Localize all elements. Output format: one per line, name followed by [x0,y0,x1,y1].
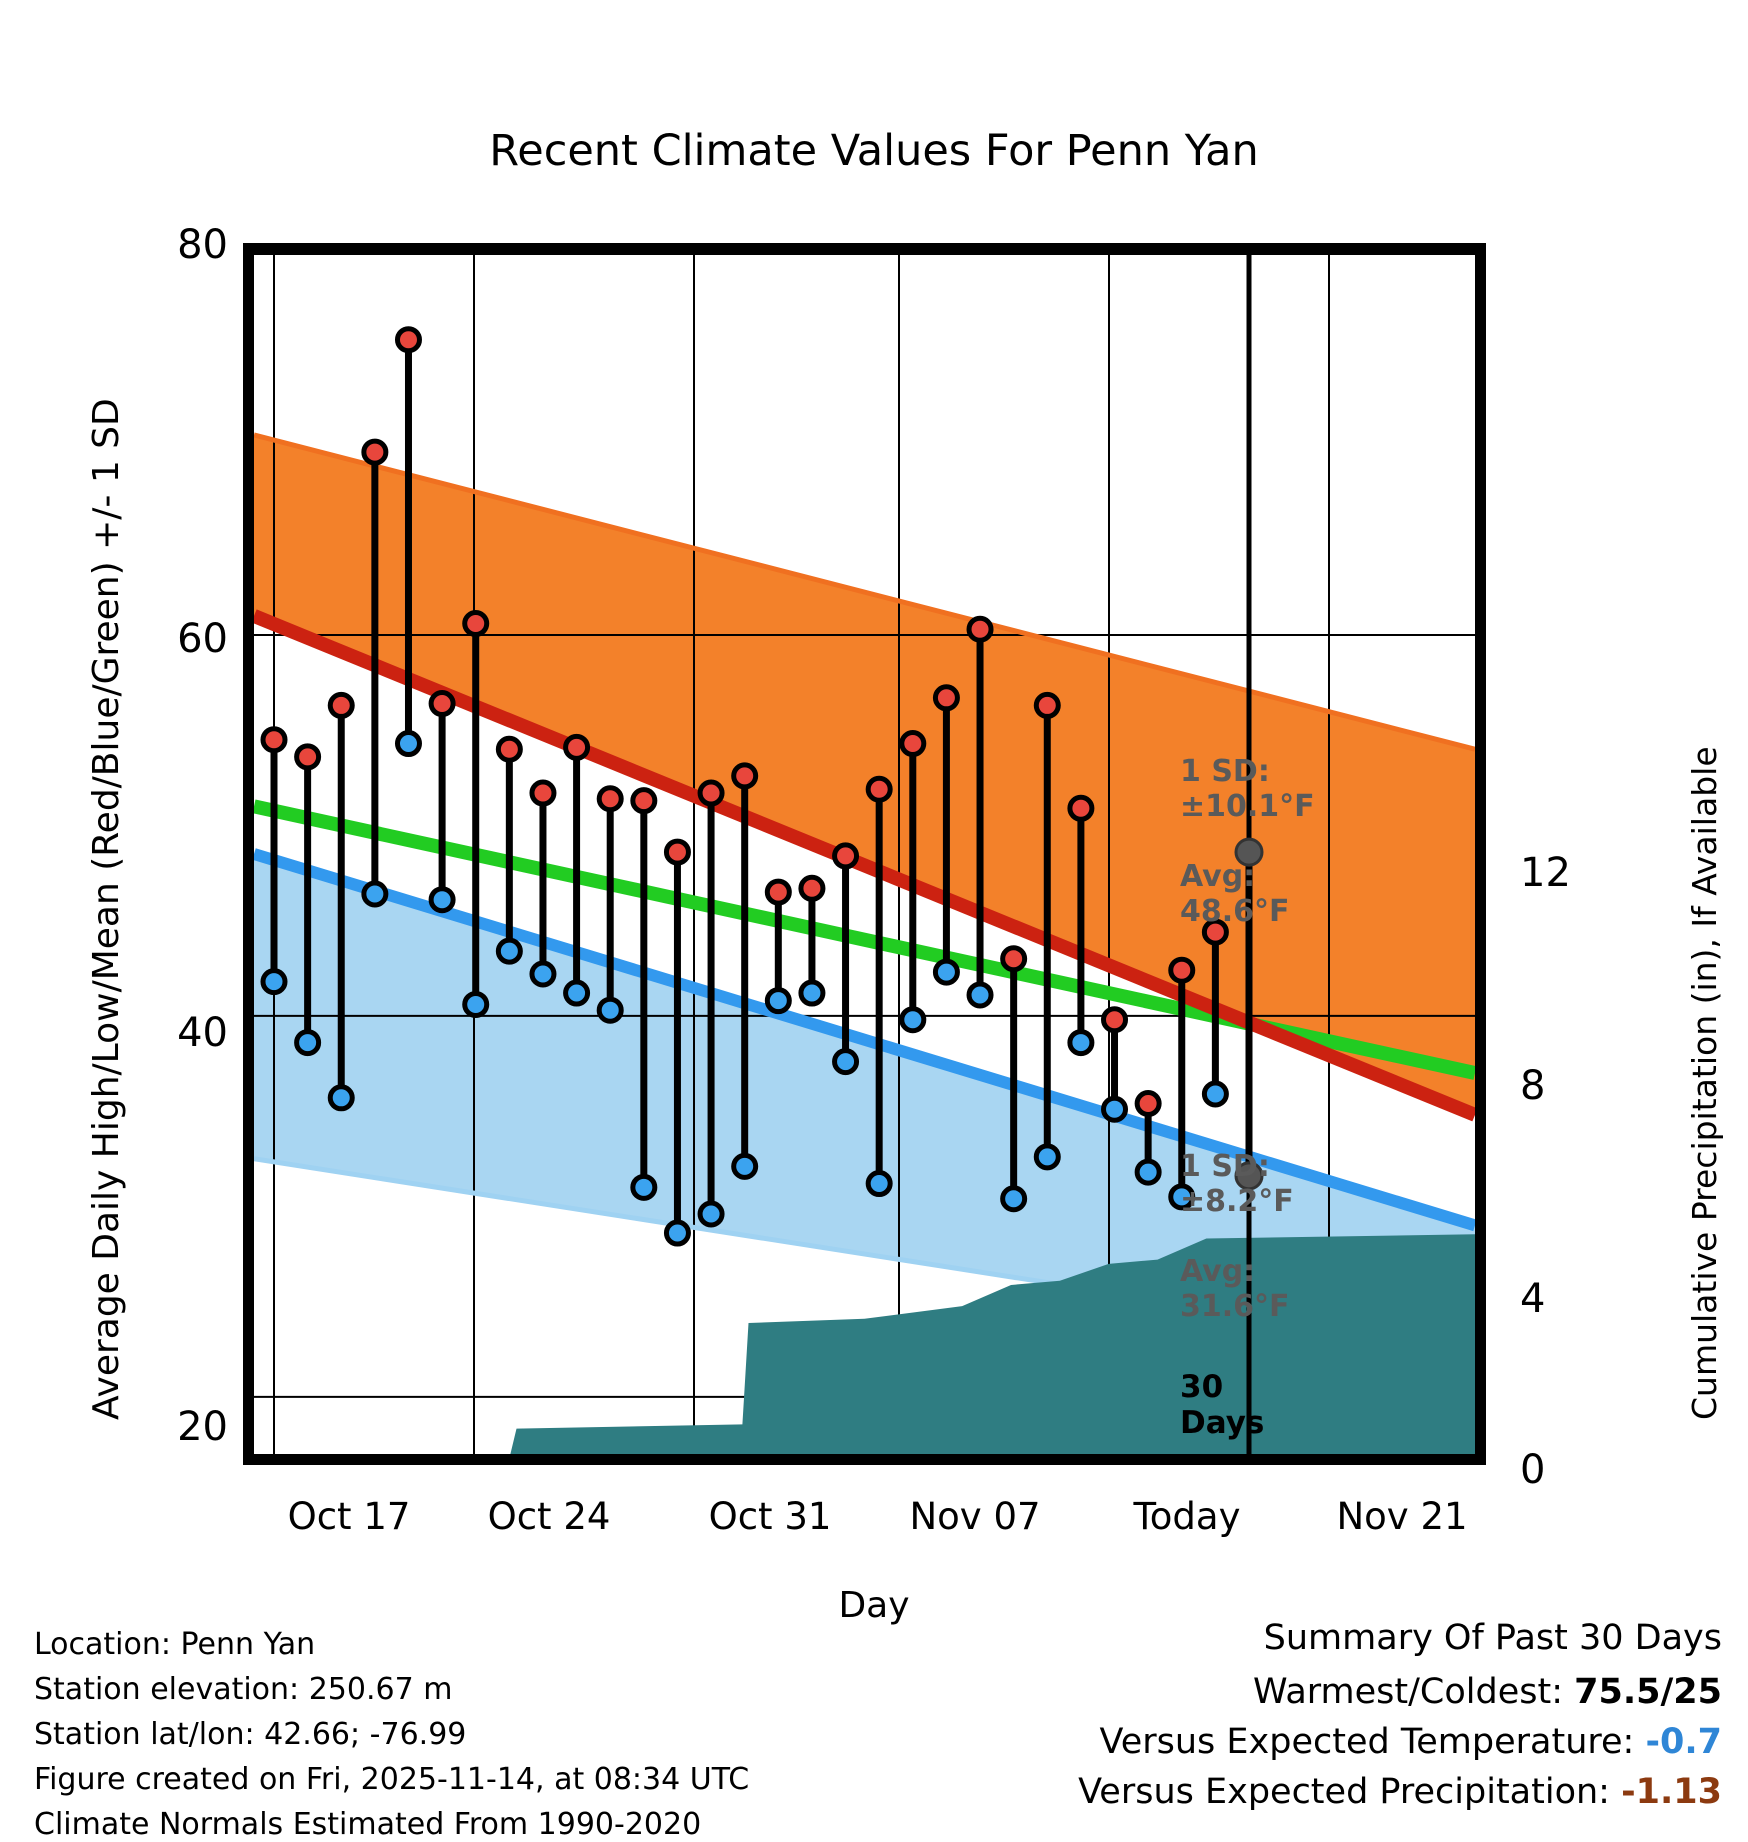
footer-elevation: Station elevation: 250.67 m [34,1672,453,1707]
obs-high-marker [1171,959,1193,981]
ytick-right-4: 4 [1520,1276,1546,1322]
footer-latlon: Station lat/lon: 42.66; -76.99 [34,1717,467,1752]
obs-high-marker [969,618,991,640]
obs-low-marker [532,963,554,985]
obs-low-marker [431,889,453,911]
ytick-right-12: 12 [1520,850,1571,896]
obs-high-marker [633,790,655,812]
obs-low-marker [599,999,621,1021]
obs-low-marker [666,1222,688,1244]
obs-high-marker [566,736,588,758]
obs-high-marker [532,782,554,804]
obs-high-marker [1036,694,1058,716]
obs-low-marker [465,993,487,1015]
xtick-nov-21: Nov 21 [1336,1495,1468,1538]
summary-row-temperature [1099,1722,1722,1762]
obs-low-marker [700,1203,722,1225]
obs-low-marker [767,990,789,1012]
summary-label-warmest-coldest: Warmest/Coldest: [1252,1672,1563,1712]
footer-created: Figure created on Fri, 2025-11-14, at 08:34 UTC [34,1762,750,1797]
obs-high-marker [498,738,520,760]
page-title: Recent Climate Values For Penn Yan [489,126,1259,176]
obs-low-marker [1204,1083,1226,1105]
obs-high-marker [700,782,722,804]
obs-low-marker [1070,1032,1092,1054]
obs-low-marker [835,1051,857,1073]
obs-low-marker [868,1173,890,1195]
footer-normals: Climate Normals Estimated From 1990-2020 [34,1807,702,1842]
obs-low-marker [633,1176,655,1198]
obs-high-marker [297,746,319,768]
obs-high-marker [431,693,453,715]
obs-low-marker [1036,1146,1058,1168]
annotation-30-days: 30 Days [1180,1369,1265,1441]
xtick-nov-07: Nov 07 [909,1495,1041,1538]
xtick-oct-31: Oct 31 [708,1495,832,1538]
obs-low-marker [969,984,991,1006]
ytick-right-0: 0 [1520,1447,1546,1493]
ytick-left-80: 80 [177,222,228,268]
obs-high-marker [1104,1009,1126,1031]
summary-value-precipitation: -1.13 [1621,1772,1722,1812]
obs-low-marker [364,883,386,905]
climate-plot [243,243,1486,1465]
obs-high-marker [465,613,487,635]
xtick-today: Today [1133,1495,1241,1538]
obs-high-marker [868,778,890,800]
obs-high-marker [666,841,688,863]
obs-high-marker [1003,948,1025,970]
precip-area [254,1234,1475,1454]
summary-label-precipitation: Versus Expected Precipitation: [1078,1772,1610,1812]
summary-title: Summary Of Past 30 Days [1263,1618,1722,1658]
obs-low-marker [734,1155,756,1177]
y-axis-label-left: Average Daily High/Low/Mean (Red/Blue/Green) +/- 1 SD [86,398,127,1420]
footer-location: Location: Penn Yan [34,1627,316,1662]
obs-high-marker [801,877,823,899]
annotation-high-sd: 1 SD: ±10.1°F [1180,754,1315,824]
ytick-left-40: 40 [177,1010,228,1056]
obs-low-marker [397,733,419,755]
obs-high-marker [935,687,957,709]
summary-label-temperature: Versus Expected Temperature: [1099,1722,1635,1762]
annotation-high-avg: Avg: 48.6°F [1180,859,1290,929]
obs-high-marker [835,845,857,867]
ytick-left-20: 20 [177,1404,228,1450]
xtick-oct-24: Oct 24 [487,1495,611,1538]
annotation-low-avg: Avg: 31.6°F [1180,1254,1290,1324]
summary-value-warmest-coldest: 75.5/25 [1574,1672,1722,1712]
x-axis-label: Day [838,1585,910,1626]
obs-low-marker [498,940,520,962]
ytick-right-8: 8 [1520,1063,1546,1109]
xtick-oct-17: Oct 17 [287,1495,411,1538]
y-axis-label-right: Cumulative Precipitation (in), If Available [1685,746,1724,1420]
obs-low-marker [330,1087,352,1109]
ytick-left-60: 60 [177,616,228,662]
obs-low-marker [1003,1188,1025,1210]
summary-row-precipitation [1078,1772,1722,1812]
obs-high-marker [330,694,352,716]
obs-low-marker [935,961,957,983]
obs-low-marker [902,1009,924,1031]
obs-low-marker [263,971,285,993]
obs-high-marker [902,733,924,755]
obs-low-marker [566,982,588,1004]
summary-row-warmest-coldest [1253,1672,1722,1712]
obs-high-marker [1137,1093,1159,1115]
summary-value-temperature: -0.7 [1645,1722,1722,1762]
obs-low-marker [1137,1161,1159,1183]
obs-low-marker [801,982,823,1004]
plot-canvas [254,254,1475,1454]
obs-high-marker [599,788,621,810]
obs-low-marker [297,1032,319,1054]
obs-high-marker [397,329,419,351]
obs-high-marker [734,765,756,787]
obs-high-marker [767,881,789,903]
obs-high-marker [263,729,285,751]
obs-high-marker [364,441,386,463]
obs-high-marker [1070,797,1092,819]
annotation-low-sd: 1 SD: ±8.2°F [1180,1149,1294,1219]
obs-low-marker [1104,1098,1126,1120]
